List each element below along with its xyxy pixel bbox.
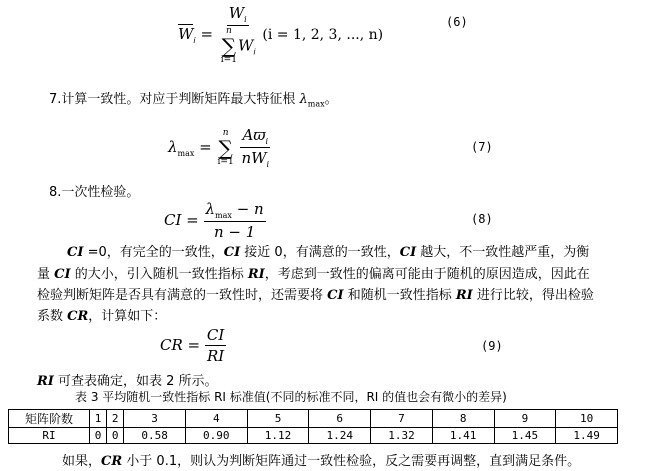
sum-symbol: n ∑ i=1	[217, 127, 234, 167]
paragraph-line-3: 检验判断矩阵是否具有满意的一致性时，还需要将 CI 和随机一致性指标 RI 进行比较，得出检验	[37, 288, 594, 303]
step-8-text: 8.一次性检验。	[49, 185, 140, 200]
equation-number-8: (8)	[471, 212, 493, 226]
paragraph-line-4: 系数 CR，计算如下：	[37, 309, 167, 324]
table-cell: 8	[432, 410, 494, 428]
table-cell: 5	[247, 410, 309, 428]
table-row	[9, 410, 618, 428]
table-cell: 1.41	[432, 428, 494, 444]
equation-9: CR = $\frac{CI}{RI}$	[160, 326, 225, 365]
table-cell: 1.45	[494, 428, 556, 444]
eq8-fraction: $\frac{\lambda_{max} - n}{n - 1}$	[205, 200, 264, 241]
table-caption: 表 3 平均随机一致性指标 RI 标准值(不同的标准不同，RI 的值也会有微小的差异)	[75, 390, 507, 404]
eq6-lhs: W	[178, 25, 194, 43]
table-cell: 0	[107, 428, 124, 444]
table-cell: 0	[90, 428, 107, 444]
eq9-fraction: $\frac{CI}{RI}$	[206, 326, 225, 365]
table-cell: 1.32	[371, 428, 433, 444]
eq7-fraction: $\frac{Aϖ_i}{nW_i}$	[241, 126, 270, 169]
table-cell: 2	[107, 410, 124, 428]
equation-number-7: (7)	[471, 140, 493, 154]
table-cell: 6	[309, 410, 371, 428]
table-cell: 0.58	[124, 428, 186, 444]
table-cell: 3	[124, 410, 186, 428]
paragraph-line-2: 量 CI 的大小，引入随机一致性指标 RI，考虑到一致性的偏离可能由于随机的原因造成，因此在	[37, 267, 590, 282]
table-cell: 0.90	[185, 428, 247, 444]
table-cell: 1	[90, 410, 107, 428]
conclusion-text: 如果，CR 小于 0.1，则认为判断矩阵通过一致性检验，反之需要再调整，直到满足条件。	[62, 454, 581, 469]
table-cell: 1.49	[556, 428, 618, 444]
equation-number-9: (9)	[481, 339, 503, 353]
table-header-cell: RI	[9, 428, 90, 444]
table-cell: 4	[185, 410, 247, 428]
ri-table	[8, 409, 618, 444]
table-header-cell: 矩阵阶数	[9, 410, 90, 428]
table-cell: 1.24	[309, 428, 371, 444]
table-cell: 9	[494, 410, 556, 428]
sum-symbol: n ∑ i=1	[220, 26, 237, 65]
table-cell: 10	[556, 410, 618, 428]
equation-8: CI = $\frac{\lambda_{max} - n}{n - 1}$	[164, 200, 264, 241]
table-cell: 1.12	[247, 428, 309, 444]
paragraph-line-1: CI =0，有完全的一致性，CI 接近 0，有满意的一致性，CI 越大，不一致性越严重，为衡	[67, 245, 590, 260]
eq6-fraction: $W_i$ n ∑ i=1 $W_i$	[220, 4, 256, 65]
equation-6: $W_i$ = $W_i$ n ∑ i=1 $W_i$ (i = 1, 2, 3, ..., n)	[178, 4, 384, 65]
table-row	[9, 428, 618, 444]
equation-number-6: (6)	[446, 15, 468, 29]
step-7-text: 7.计算一致性。对应于判断矩阵最大特征根 $\lambda_{max}$。	[49, 92, 338, 109]
table-cell: 7	[371, 410, 433, 428]
table-reference-text: RI 可查表确定，如表 2 所示。	[37, 374, 218, 389]
equation-7: $\lambda_{max}$ = n ∑ i=1 $\frac{Aϖ_i}{nW_i}$	[168, 126, 270, 169]
